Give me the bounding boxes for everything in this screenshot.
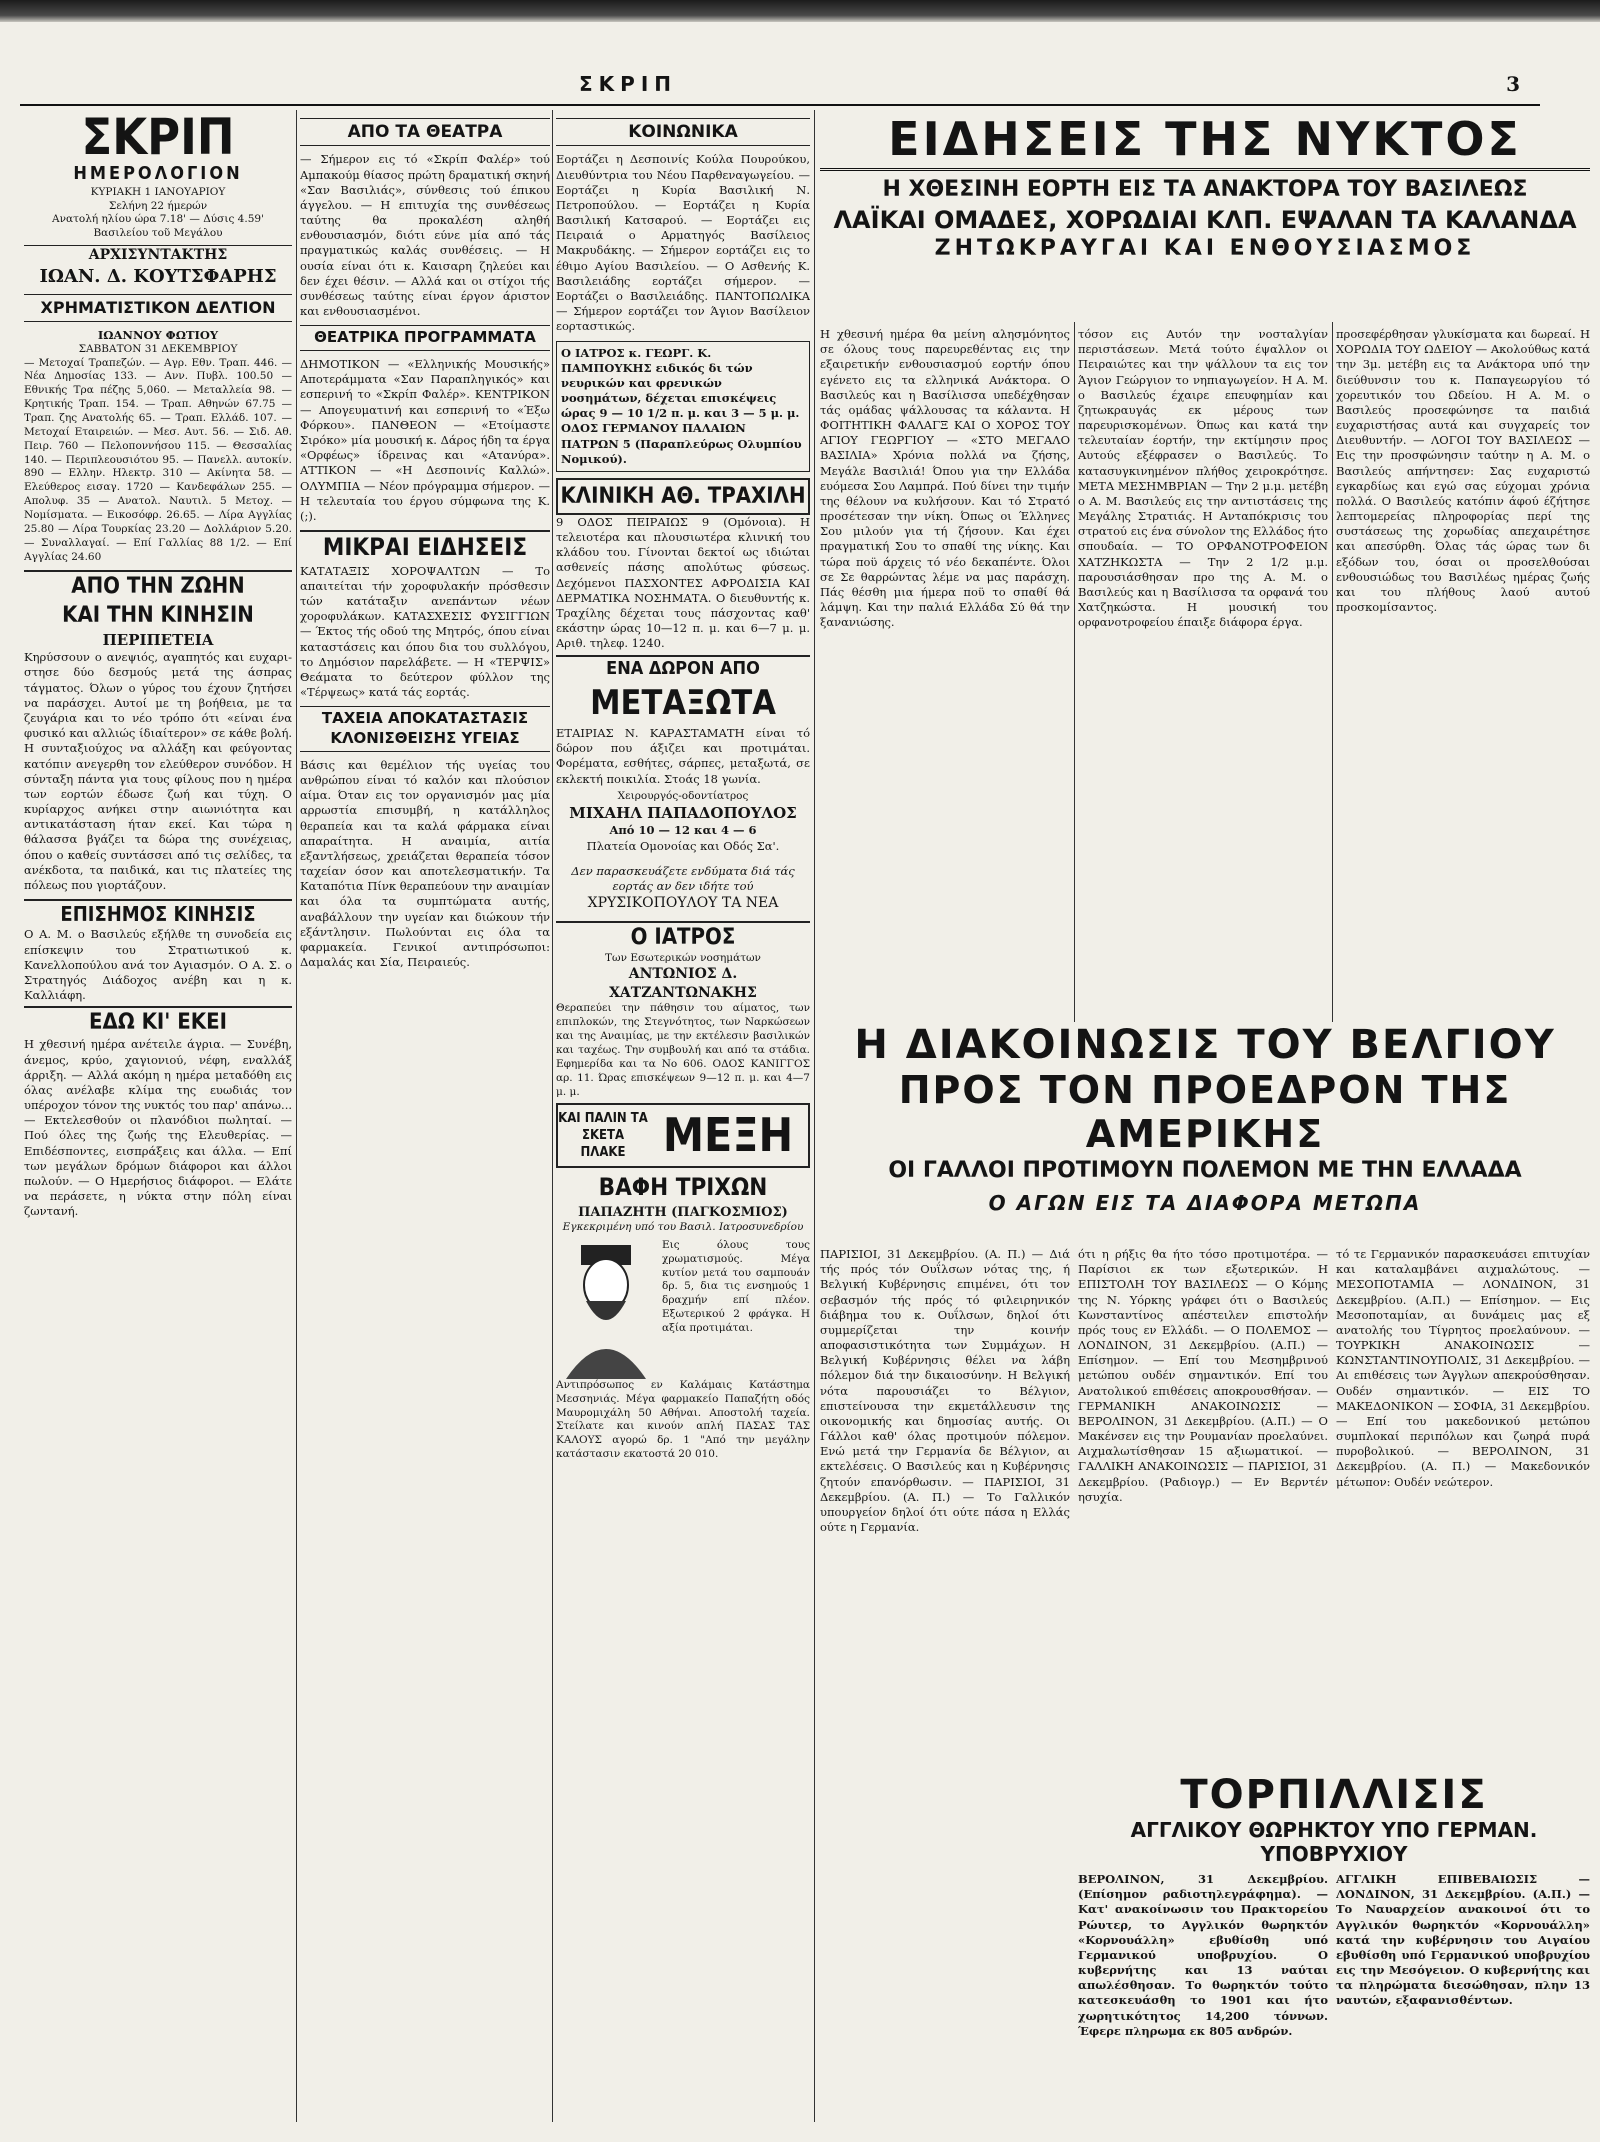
dentist-address: Πλατεία Ομονοίας και Οδός Σα'.	[586, 838, 780, 853]
night-headline-2: ΖΗΤΩΚΡΑΥΓΑΙ ΚΑΙ ΕΝΘΟΥΣΙΑΣΜΟΣ	[934, 236, 1476, 261]
night-subbanner: Η ΧΘΕΣΙΝΗ ΕΟΡΤΗ ΕΙΣ ΤΑ ΑΝΑΚΤΟΡΑ ΤΟΥ ΒΑΣΙΛΕΩΣ	[882, 177, 1528, 202]
torpedo-subheadline: ΑΓΓΛΙΚΟΥ ΘΩΡΗΚΤΟΥ ΥΠΟ ΓΕΡΜΑΝ. ΥΠΟΒΡΥΧΙΟΥ	[1130, 1818, 1538, 1866]
column-2	[300, 112, 550, 2122]
theatre-text: — Σήμερον εις τό «Σκρίπ Φαλέρ» τού Αμπακούμ θίασος πρώτη δραματική σκηνή «Σαν Βασιλιάς», σύνθεσις τού έπικου άγγελου. — Η επιτυχία της συνθέσεως ταύτης θα προκαλέση αληθή ενθουσιασμόν, διότι εύνε μία από τάς πραγματικώς καλάς συνθέσεις. — Η ουσία είναι ότι κ. Καισαρη ζηλεύει και δεν έχει θέσιν. — Αλλά και οι στίχοι τής συνθέσεως ταύτης είναι έργον άριστον και ενθουσιασμένοι.	[300, 152, 550, 319]
iatros-text: Θεραπεύει την πάθησιν του αίματος, των επιπλοκών, της Στεγνότητος, των Ναρκώσεων και της Αναιμίας, με την εκτέλεσιν βασιλικών και ταχέως. Την συμβουλή και από τα στάδια. Εφημερίδα και τα Νο 606. ΟΔΟΣ ΚΑΝΙΓΓΟΣ αρ. 11. Ώρας επισκέψεων 9—12 π. μ. και 4—7 μ. μ.	[556, 1002, 810, 1098]
market-title: ΧΡΗΜΑΤΙΣΤΙΚΟΝ ΔΕΛΤΙΟΝ	[24, 294, 292, 321]
dye-title: ΒΑΦΗ ΤΡΙΧΩΝ	[598, 1173, 768, 1202]
social-text: Εορτάζει η Δεσποινίς Κούλα Πουρούκου, Διευθύντρια του Νέου Παρθεναγωγείου. — Εορτάζει η Κυρία Βασιλική Ν. Πετροπούλου. — Εορτάζει η Κυρία Βασιλική Κατσαρού. — Εορτάζει εις Πειραιά ο Αρματηγός Βασίλειος Μακρυδάκης. — Σήμερον εορτάζει εις το έθιμο Αγίου Βασιλείου. — Ο Ασθενής Κ. Βασιλειάδης εορτάζει σήμερον. — Εορτάζει ο Βασιλειάδης. ΠΑΝΤΟΠΩΛΙΚΑ — Σήμερον εορτάζει τον Άγιον Βασίλειον εορταστικώς.	[556, 152, 810, 334]
edo-title: ΕΔΩ ΚΙ' ΕΚΕΙ	[24, 1006, 292, 1037]
belgium-kicker: Ο ΑΓΩΝ ΕΙΣ ΤΑ ΔΙΑΦΟΡΑ ΜΕΤΩΠΑ	[988, 1191, 1422, 1215]
life-title-2: ΚΑΙ ΤΗΝ ΚΙΝΗΣΙΝ	[62, 603, 254, 629]
movement-title: ΕΠΙΣΗΜΟΣ ΚΙΝΗΣΙΣ	[24, 899, 292, 927]
theatre-title: ΑΠΟ ΤΑ ΘΕΑΤΡΑ	[300, 118, 550, 146]
xmas-text: Δεν παρασκευάζετε ενδύματα διά τάς εορτάς αν δεν ιδήτε τού	[571, 863, 795, 893]
calendar-subtitle: ΗΜΕΡΟΛΟΓΙΟΝ	[73, 163, 243, 184]
running-title: ΣΚΡΙΠ	[579, 72, 677, 96]
scan-top-edge	[0, 0, 1600, 22]
column-rule	[552, 110, 553, 2122]
belgium-headline-2: ΠΡΟΣ ΤΟΝ ΠΡΟΕΔΡΟΝ ΤΗΣ ΑΜΕΡΙΚΗΣ	[898, 1068, 1512, 1156]
clinic-text: 9 ΟΔΟΣ ΠΕΙΡΑΙΩΣ 9 (Ομόνοια). Η τελειοτέρα και πλουσιωτέρα κλινική του κλάδου του. Γίνονται δεκτοί ως ιδιώται ασθενείς πάσης απολύτως φύσεως. Δεχόμενοι ΠΑΣΧΟΝΤΕΣ ΑΦΡΟΔΙΣΙΑ ΚΑΙ ΔΕΡΜΑΤΙΚΑ ΝΟΣΗΜΑΤΑ. Ο διευθυντής κ. Τραχίλης δέχεται τους πάσχοντας καθ' εκάστην ώρας 10—12 π. μ. και 6—7 μ. μ. Αριθ. τηλεφ. 1240.	[556, 514, 810, 651]
dye-name: ΠΑΠΑΖΗΤΗ (ΠΑΓΚΟΣΜΙΟΣ)	[578, 1204, 788, 1220]
programs-text: ΔΗΜΟΤΙΚΟΝ — «Ελληνικής Μουσικής» Αποτεράμματα «Σαν Παραπληγικός» και εσπερινή το «Σκρίπ Φαλέρ». ΚΕΝΤΡΙΚΟΝ — Απογευματινή και εσπερινή το «Έξω Φόρκου». ΠΑΝΘΕΟΝ — «Ετοίμαστε Σιρόκο» μία μουσική κ. Δάρος ήδη τα έργα «Ορφέως» ίδρεινας και «Ατανύρα». ΑΤΤΙΚΟΝ — «Η Δεσποινίς Καλλώ». ΟΛΥΜΠΙΑ — Νέον πρόγραμμα σήμερον. — Η τελευταία του έργου σύμφωνα της Κ. (;).	[300, 357, 550, 523]
calendar-day: ΚΥΡΙΑΚΗ 1 ΙΑΝΟΥΑΡΙΟΥ	[90, 185, 226, 198]
night-col-1: Η χθεσινή ημέρα θα μείνη αλησμόνητος σε όλους τους παρευρεθέντας εις την εξαιρετικήν ενθουσιασμού εορτήν όπου εγένετο εις τα ελληνικά Ανάκτορα. Ο Βασιλεύς και η Βασίλισσα υπεδέχθησαν τάς ομάδας ψάλλουσας τα κάλαντα. Η ΦΟΙΤΗΤΙΚΗ ΦΑΛΑΓΞ ΚΑΙ Ο ΧΟΡΟΣ ΤΟΥ ΑΓΙΟΥ ΓΕΩΡΓΙΟΥ — «ΣΤΟ ΜΕΓΑΛΟ ΒΑΣΙΛΙΑ» Χρόνια πολλά να ζήσης, Μεγάλε Βασιλιά! Όπου για την Ελλάδα ευόμεσα Σου Λαμπρά. Πού δίνει την τιμήν της θέλουν να κυλήσουν. Και τό Στρατό προσέτεσαν την νίκη. Όπως οι Έλληνες Σου μιλούν για τή ζήσουν. Και έχει πραγματική Σου το σπαθί της νίκης. Και τώρα ποϋ άρχεις τό νέο δεκαπέντε. Όλοι σε Σε θαρρώντας λέμε να μας παράσχη. Πάς θέσθη μια ήμερα ποϋ το σπαθί θά λάμψη. Και την παλιά Ελλάδα Σύ θά την ξανανιώσης.	[820, 327, 1070, 630]
belgium-col-1: ΠΑΡΙΣΙΟΙ, 31 Δεκεμβρίου. (Α. Π.) — Διά τής πρός τόν Ουΐλσων νότας της, ή Βελγική Κυβέρνησις επιμένει, ότι τον σεβασμόν τής πρός τό φιλειρηνικόν διάβημα του κ. Ουΐλσων, δηλοί ότι συμμερίζεται την κοινήν αποφασιστικότητα των Συμμάχων. Η Βελγική Κυβέρνησις θέλει να λάβη πόλεμον διά την δικαιοσύνην. Η Βελγική νότα παρουσιάζει το Βέλγιον, επιστείνουσα την εκμετάλλευσιν της οικονομικής και δημοσίας αυτής. Οι Γάλλοι καθ' όλας προτιμούν πόλεμον. Ενώ μετά την Γερμανία δε Βέλγιον, αι εκτελέσεις. Ο Βασιλεύς και η Κυβέρνησις ζητούν επανόρθωσιν. — ΠΑΡΙΣΙΟΙ, 31 Δεκεμβρίου. (Α. Π.) — Το Γαλλικόν υπουργείον δηλοί ότι ούτε πάσα η Ελλάς ούτε η Γερμανία.	[820, 1247, 1070, 1535]
column-rule	[1074, 322, 1075, 1022]
belgium-col-3: τό τε Γερμανικόν παρασκευάσει επιτυχίαν και καταλαμβάνει αιχμαλώτους. — ΜΕΣΟΠΟΤΑΜΙΑ — ΛΟΝΔΙΝΟΝ, 31 Δεκεμβρίου. (Α.Π.) — Επίσημον. — Εις Μεσοποταμίαν, αι δυνάμεις μας εξ ανατολής του Τίγρητος προελαύνουν. — ΤΟΥΡΚΙΚΗ ΑΝΑΚΟΙΝΩΣΙΣ — ΚΩΝΣΤΑΝΤΙΝΟΥΠΟΛΙΣ, 31 Δεκεμβρίου. — Αι επιθέσεις των Άγγλων απεκρούσθησαν. Ουδέν σημαντικόν. — ΕΙΣ ΤΟ ΜΑΚΕΔΟΝΙΚΟΝ — ΣΟΦΙΑ, 31 Δεκεμβρίου. — Επί του μακεδονικού μετώπου συμπλοκαί περιπόλων και ζωηρά πυρά πυροβολικού. — ΒΕΡΟΛΙΝΟΝ, 31 Δεκεμβρίου. (Α. Π.) — Μακεδονικόν μέτωπον: Ουδέν νεώτερον.	[1336, 1247, 1590, 1489]
gift-text: ΕΤΑΙΡΙΑΣ Ν. ΚΑΡΑΣΤΑΜΑΤΗ είναι τό δώρον που άξιζει και προτιμάται. Φορέματα, εσθήτες, σάρπες, μεταξωτά, σε εκλεκτή ποικιλία. Στοάς 18 γωνία.	[556, 726, 810, 786]
night-headline: ΛΑΪΚΑΙ ΟΜΑΔΕΣ, ΧΟΡΩΔΙΑΙ ΚΛΠ. ΕΨΑΛΑΝ ΤΑ ΚΑΛΑΝΔΑ	[833, 206, 1577, 234]
calendar-saint: Βασιλείου τοῦ Μεγάλου	[93, 227, 223, 240]
life-text: Κηρύσσουν ο ανεψιός, αγαπητός και ευχαρι-στησε δύο δεσμούς μετά της άσπρας τάγματος. Όλων ο γύρος του έχουν ζητήσει να παράσχει. Αυτοί με τη βοήθεια, με τα ζευγάρια και το νέο τρόπο ότι «είναι ένα φυσικό και αλλιώς ίδιαίτερον» σε κάθε βολή. Η συνταξιούχος να αλλάξη και φεύγοντας κατόπιν ανεγερθη τον ελεύθερον συνόδον. Η σύνταξη πάντα για τους φίλους που η ημέρα των εορτών έδωσε ζωή και τύχη. Ο κυρίαρχος ανήκει στην αιωνιότητα και αντικατάσταση ήταν εκεί. Και τώρα η θάλασσα βγάζει τα δώρα της συνέχειας, όπου ο καθείς συντάσσει από τις σελίδες, τα ανέκδοτα, τα παιδικά, και τις πλατείες της πόλεως που γιορτάζουν.	[24, 650, 292, 892]
editor-name: ΙΩΑΝ. Δ. ΚΟΥΤΣΦΑΡΗΣ	[39, 265, 277, 287]
belgium-subheadline: ΟΙ ΓΑΛΛΟΙ ΠΡΟΤΙΜΟΥΝ ΠΟΛΕΜΟΝ ΜΕ ΤΗΝ ΕΛΛΑΔΑ	[888, 1158, 1522, 1183]
life-title: ΑΠΟ ΤΗΝ ΖΩΗΝ	[24, 570, 292, 601]
gift-line: ΕΝΑ ΔΩΡΟΝ ΑΠΟ	[556, 655, 810, 681]
page-number: 3	[1506, 72, 1520, 96]
column-1	[24, 112, 292, 2122]
market-text: — Μετοχαί Τραπεζών. — Αγρ. Εθν. Τραπ. 446. — Νέα Δημοσίας 133. — Ανν. Πυβλ. 100.50 — Εθνικής Τρα πέζης 5,060. — Μεταλλεία 98. — Κρητικής Τραπ. 154. — Τραπ. Αθηνών 67.75 — Τραπ. ζης Ανατολής 65. — Τραπ. Ελλάδ. 107. — Μετοχαί Εταιρειών. — Μεσ. Αυτ. 56. — Σιδ. Αθ. Πειρ. 760 — Πελοποννήσου 115. — Θεσσαλίας 140. — Περιπλεουσιότου 95. — Πανελλ. αυτοκίν. 890 — Ελλην. Ηλεκτρ. 310 — Ακίνητα 58. — Ελεύθερος εισαγ. 1720 — Κανδεφάλων 255. — Απολυφ. 35 — Ανατολ. Ναυτιλ. 5 Μετοχ. — Νομίσματα. — Εικοσόφρ. 26.65. — Λίρα Αγγλίας 25.80 — Λίρα Τουρκίας 23.20 — Δολλάριον 5.20. — Συναλλαγαί. — Επί Γαλλίας 88 1/2. — Επί Αγγλίας 24.60	[24, 356, 292, 563]
iatros-title: Ο ΙΑΤΡΟΣ	[556, 921, 810, 952]
mexi-title: ΜΕΞΗ	[662, 1108, 794, 1163]
night-col-2: τόσον εις Αυτόν την νοσταλγίαν περιστάσεων. Μετά τούτο έψαλλον οι Πειραιώτες και την ψάλλουν τα εις τον Άγιον Γεώργιον το νηπιαγωγείον. Η Α. Μ. ο Βασιλεύς έχαιρε επευφημίαν και ζητωκραυγάς εκ μέρους των παρευρισκομένων. Όπως και κατά την τελευταίαν έορτήν, την εκτίμησιν προς Αυτούς εξέφρασεν ο Βασιλεύς. Το κατασυγκινημένον πλήθος χειροκρότησε. ΜΕΤΑ ΜΕΣΗΜΒΡΙΑΝ — Την 2 μ.μ. μετέβη ο Α. Μ. Βασιλεύς εις την αντιστάσεις της Μεγάλης Στρατιάς. Η Ανταπόκρισις του στρατού εις ένα σύνολον της Ελλάδος ήτο σπουδαία. — ΤΟ ΟΡΦΑΝΟΤΡΟΦΕΙΟΝ ΧΑΤΖΗΚΩΣΤΑ — Την 2 1/2 μ.μ. παρουσιάσθησαν προ της Α. Μ. ο Βασιλεύς και η Βασίλισσα τα ορφανά του Χατζηκώστα. Η μουσική του ορφανοτροφείου έπαιξε διάφορα έργα.	[1078, 327, 1328, 630]
calendar-sun: Ανατολή ηλίου ώρα 7.18' — Δύσις 4.59'	[52, 213, 264, 226]
market-date: ΣΑΒΒΑΤΟΝ 31 ΔΕΚΕΜΒΡΙΟΥ	[78, 342, 238, 355]
mikrai-text: ΚΑΤΑΤΑΞΙΣ ΧΟΡΟΨΑΛΤΩΝ — Το απαιτείται τήν χοροφυλακήν πρόσθεσιν τών κατάταξιν ανεπάντων νέων χοροφυλάκων. ΚΑΤΑΣΧΕΣΙΣ ΦΥΣΙΓΓΙΩΝ — Έκτος τής οδού της Μητρός, όπου είναι καταστάσεις και όπου δια του συλλόγου, το Δημόσιον παρελάβετε. — Η «ΤΕΡΨΙΣ» Θεάματα το δεύτερον φύλλον της «Τέρψεως» κατά τάς εορτάς.	[300, 563, 550, 700]
portrait-illustration	[556, 1239, 656, 1379]
xmas-shop: ΧΡΥΣΙΚΟΠΟΥΛΟΥ ΤΑ ΝΕΑ	[587, 895, 779, 912]
running-header	[0, 72, 1600, 102]
belgium-col-2: ότι η ρήξις θα ήτο τόσο προτιμοτέρα. — Παρίσιοι εκ των εξωτερικών. Η ΕΠΙΣΤΟΛΗ ΤΟΥ ΒΑΣΙΛΕΩΣ — Ο Κόμης της Ν. Υόρκης γράφει ότι ο Βασιλεύς Κωνσταντίνος απέστειλεν επιστολήν πρός τους εν Ελλάδι. — Ο ΠΟΛΕΜΟΣ — ΛΟΝΔΙΝΟΝ, 31 Δεκεμβρίου. (Α.Π.) — Επίσημον. — Επί του Μεσημβρινού μετώπου ουδέν σημαντικόν. Επί του Ανατολικού επιθέσεις αποκρουσθήσαν. — ΓΕΡΜΑΝΙΚΗ ΑΝΑΚΟΙΝΩΣΙΣ — ΒΕΡΟΛΙΝΟΝ, 31 Δεκεμβρίου. (Α.Π.) — Ο Μακένσεν εις την Ρουμανίαν προελαύνει. Αιχμαλωτίσθησαν 15 αξιωματικοί. — ΓΑΛΛΙΚΗ ΑΝΑΚΟΙΝΩΣΙΣ — ΠΑΡΙΣΙΟΙ, 31 Δεκεμβρίου. (Ραδιογρ.) — Εν Βερντέν ησυχία.	[1078, 1247, 1328, 1504]
column-rule	[814, 110, 815, 2122]
header-rule	[20, 104, 1540, 106]
market-author: ΙΩΑΝΝΟΥ ΦΩΤΙΟΥ	[97, 327, 219, 342]
torpedo-headline-block	[1078, 1772, 1590, 1866]
calendar-title: ΣΚΡΙΠ	[81, 112, 235, 166]
belgium-headline: Η ΔΙΑΚΟΙΝΩΣΙΣ ΤΟΥ ΒΕΛΓΙΟΥ	[854, 1022, 1556, 1068]
iatros-name: ΑΝΤΩΝΙΟΣ Δ. ΧΑΤΖΑΝΤΩΝΑΚΗΣ	[609, 966, 757, 1001]
torpedo-col-1: ΒΕΡΟΛΙΝΟΝ, 31 Δεκεμβρίου. (Επίσημον ραδιοτηλεγράφημα). — Κατ' ανακοίνωσιν του Πρακτορείου Ρώυτερ, το Αγγλικόν θωρηκτόν «Κορνουάλλη» εβυθίσθη υπό Γερμανικού υποβρυχίου. Ο κυβερνήτης και 13 ναύται απωλέσθησαν. Το θωρηκτόν τούτο κατεσκευάσθη το 1901 και ήτο χωρητικότητος 14,200 τόννων. Έφερε πληρωμα εκ 805 ανδρών.	[1078, 1872, 1328, 2038]
mexi-line: ΚΑΙ ΠΑΛΙΝ ΤΑ ΣΚΕΤΑ ΠΛΑΚΕ	[558, 1111, 648, 1161]
calendar-moon: Σελήνη 22 ήμερών	[108, 199, 208, 212]
dentist-name: ΜΙΧΑΗΛ ΠΑΠΑΔΟΠΟΥΛΟΣ	[569, 803, 797, 822]
life-subtitle: ΠΕΡΙΠΕΤΕΙΑ	[102, 630, 214, 649]
column-rule	[296, 110, 297, 2122]
dentist-label: Χειρουργός-οδοντίατρος	[617, 789, 749, 802]
iatros-subtitle: Των Εσωτερικών νοσημάτων	[605, 951, 761, 964]
night-col-3: προσεφέρθησαν γλυκίσματα και δωρεαί. Η ΧΟΡΩΔΙΑ ΤΟΥ ΩΔΕΙΟΥ — Ακολούθως κατά την 3μ. μετέβη εις τα Ανάκτορα υπό την διεύθυνσιν του κ. Παπαγεωργίου τό χορευτικόν του Ωδείου. Η Α. Μ. ο Βασιλεύς προσεφώνησε τα παιδιά ευχαριστήσας αυτά και συγχαρείς τον Διευθυντήν. — ΛΟΓΟΙ ΤΟΥ ΒΑΣΙΛΕΩΣ — Εις την προσφώνησιν ταύτην η Α. Μ. ο Βασιλεύς απήντησεν: Σας ευχαριστώ εγκαρδίως και εγώ σας εύχομαι χρόνια πολλά. Ο Βασιλεύς κατόπιν άφού έζήτησε λεπτομερείας πληροφορίας περί της συστάσεως της χορωδίας απεχαιρέτησε και απεσύρθη. Όλας τάς ώρας των δι εξόδων του, όσαι οι προσελθούσαι ενθουσιώδως του Βασιλέως ημέρας ζωής και του πλήθους λαού αυτού προσκομίσαντος.	[1336, 327, 1590, 615]
dye-footer: Αντιπρόσωπος εν Καλάμαις Κατάστημα Μεσσηνιάς. Μέγα φαρμακείο Παπαζήτη οδός Μαυρομιχάλη 50 Αθήναι. Αποστολή ταχεία. Στείλατε και κινούν απλή ΠΑΣΑΣ ΤΑΣ ΚΑΛΟΥΣ αγορώ δρ. 1 "Από την μεγάλην κατάστασιν εκατοστά 20 010.	[556, 1378, 810, 1461]
dye-text: Εις όλους τους χρωματισμούς. Μέγα κυτίον μετά του σαμπουάν δρ. 5, δια τις ενσημούς 1 δραχμήν επί πλέον. Εξωτερικού 2 φράγκα. Η αξία προτιμάται.	[662, 1238, 810, 1334]
health-text: Βάσις και θεμέλιον τής υγείας του ανθρώπου είναι τό καλόν και πλούσιον αίμα. Όταν εις τον οργανισμόν μας μία αρρωστία επισυμβή, η κατάλληλος θεραπεία και τα καλά φάρμακα είναι απαραίτητα. Η αναιμία, αιτία εξαντλήσεως, χρειάζεται θεραπεία τόσον ταχείαν όσον και αποτελεσματικήν. Τα Καταπότια Πίνκ θεραπεύουν την αναιμίαν και όλα τα συμπτώματα αυτής, αναβάλλουν την υγείαν και διώκουν τήν εξάντλησιν. Πωλούνται εις όλα τα φαρμακεία. Γενικοί αντιπρόσωποι: Δαμαλάς και Σία, Πειραιεύς.	[300, 757, 550, 970]
column-3	[556, 112, 810, 2122]
clinic-title: ΚΛΙΝΙΚΗ ΑΘ. ΤΡΑΧΙΛΗ	[556, 478, 810, 515]
night-banner: ΕΙΔΗΣΕΙΣ ΤΗΣ ΝΥΚΤΟΣ	[820, 112, 1590, 171]
night-news	[820, 112, 1590, 2122]
editor-label: ΑΡΧΙΣΥΝΤΑΚΤΗΣ	[24, 245, 292, 264]
social-title: ΚΟΙΝΩΝΙΚΑ	[556, 118, 810, 146]
column-rule	[1332, 322, 1333, 1022]
health-title: ΤΑΧΕΙΑ ΑΠΟΚΑΤΑΣΤΑΣΙΣ ΚΛΟΝΙΣΘΕΙΣΗΣ ΥΓΕΙΑΣ	[300, 706, 550, 752]
torpedo-col-2: ΑΓΓΛΙΚΗ ΕΠΙΒΕΒΑΙΩΣΙΣ — ΛΟΝΔΙΝΟΝ, 31 Δεκεμβρίου. (Α.Π.) — Το Ναυαρχείον ανακοινοί ότι το Αγγλικόν θωρηκτόν «Κορνουάλλη» κατά την κυβέρνησιν του Αιγαίου εβυθίσθη υπό Γερμανικού υποβρυχίου εις την Μεσόγειον. Ο κυβερνήτης και τα πληρώματα διεσώθησαν, πλην 13 ναυτών, εξαφανισθέντων.	[1336, 1872, 1590, 2008]
dentist-hours: Από 10 — 12 και 4 — 6	[609, 823, 757, 838]
gift-title: ΜΕΤΑΞΩΤΑ	[590, 683, 776, 724]
dye-subtitle: Εγκεκριμένη υπό του Βασιλ. Ιατροσυνεδρίου	[562, 1220, 804, 1233]
movement-text: Ο Α. Μ. ο Βασιλεύς εξήλθε τη συνοδεία εις επίσκεψιν του Στρατιωτικού κ. Κανελλοπούλου ανά τον Αγιασμόν. Ο Α. Σ. ο Στρατηγός Διάδοχος ανέβη και η κ. Καλλιάφη.	[24, 927, 292, 1003]
doctor-ad: Ο ΙΑΤΡΟΣ κ. ΓΕΩΡΓ. Κ. ΠΑΜΠΟΥΚΗΣ ειδικός δι τών νευρικών και φρενικών νοσημάτων, δέχεται επισκέψεις ώρας 9 — 10 1/2 π. μ. και 3 — 5 μ. μ. ΟΔΟΣ ΓΕΡΜΑΝΟΥ ΠΑΛΑΙΩΝ ΠΑΤΡΩΝ 5 (Παραπλεύρως Ολυμπίου Νομικού).	[556, 341, 810, 472]
mikrai-title: ΜΙΚΡΑΙ ΕΙΔΗΣΕΙΣ	[300, 530, 550, 564]
belgium-headline-block	[820, 1022, 1590, 1215]
torpedo-headline: ΤΟΡΠΙΛΛΙΣΙΣ	[1180, 1772, 1488, 1818]
programs-title: ΘΕΑΤΡΙΚΑ ΠΡΟΓΡΑΜΜΑΤΑ	[300, 325, 550, 351]
edo-text: Η χθεσινή ημέρα ανέτειλε άγρια. — Συνέβη, άνεμος, κρύο, χαγιονιού, νέφη, εναλλάξ άρριξη. — Αλλά ακόμη η ημέρα μεταδόθη εις όλας ανέλαβε κλίμα της ευωδιάς τον υπέροχον τόνον της νυκτός του παρ' απάνω... — Εκτελεσθούν οι πλανόδιοι πωληταί. — Πού όλες της ζωής της Ελευθερίας. — Επιδέσποντες, εισπράξεις και άλλα. — Επί των μεγάλων δρόμων διάφοροι και άλλοι πωλούν. — Ο Ημερήσιος διάφοροι. — Ελάτε να περάσετε, η νύκτα στην πόλη είναι ζωντανή.	[24, 1037, 292, 1219]
